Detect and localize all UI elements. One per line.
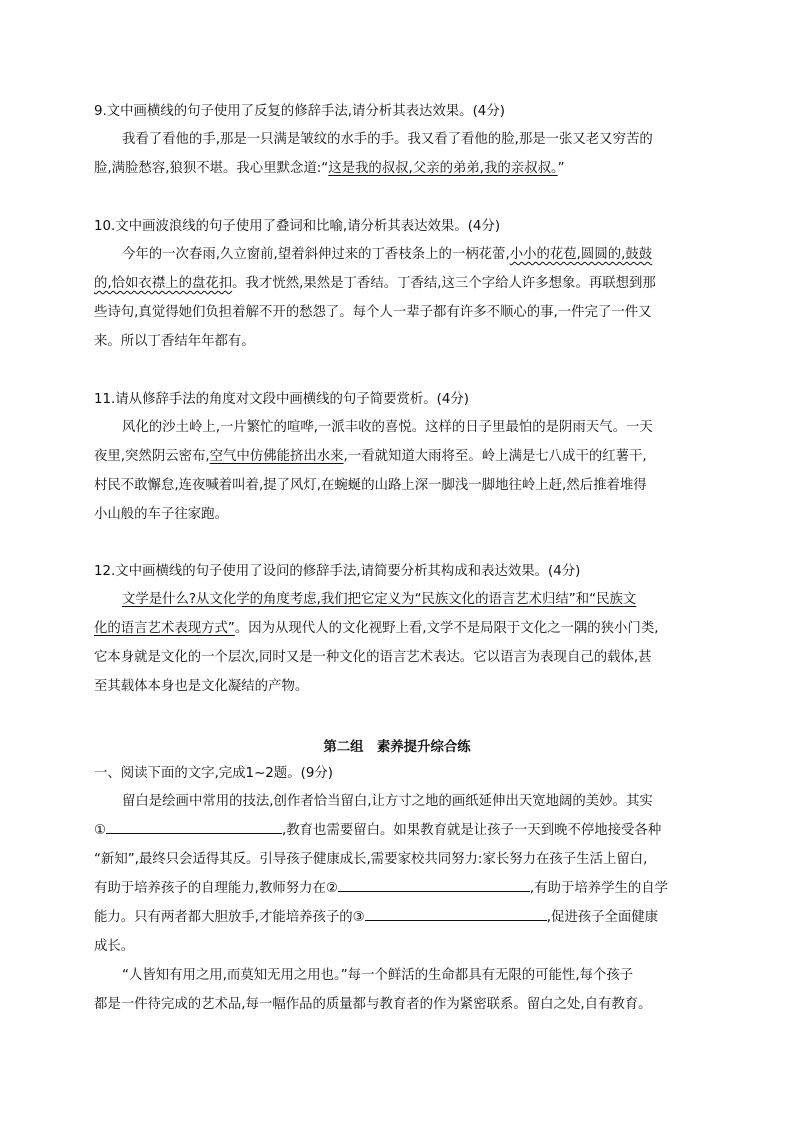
passage-text: 。因为从现代人的文化视野上看,文学不是局限于文化之一隅的狭小门类, <box>234 621 659 636</box>
question-10-passage <box>94 240 714 356</box>
part-1-passage <box>94 787 714 1019</box>
question-10 <box>94 218 714 356</box>
question-9-passage <box>94 125 714 183</box>
passage-text: 脸,满脸愁容,狼狈不堪。我心里默念道:“ <box>94 161 329 176</box>
passage-line: 来。所以丁香结年年都有。 <box>94 334 255 349</box>
question-9 <box>94 103 714 183</box>
question-12 <box>94 563 714 701</box>
passage-text: ,一看就知道大雨将至。岭上满是七八成干的红薯干, <box>343 449 647 464</box>
section-heading: 第二组 素养提升综合练 <box>323 740 471 755</box>
passage-line: 小山般的车子往家跑。 <box>94 507 228 522</box>
underlined-sentence: 化的语言艺术表现方式” <box>94 621 235 636</box>
passage-line: 都是一件待完成的艺术品,每一幅作品的质量都与教育者的作为紧密联系。留白之处,自有教育。 <box>94 997 652 1012</box>
part-1-title: 一、阅读下面的文字,完成1~2题。(9分) <box>94 766 333 781</box>
passage-text: 今年的一次春雨,久立窗前,望着斜伸过来的丁香枝条上的一柄花蕾, <box>122 247 510 262</box>
question-12-title: 12.文中画横线的句子使用了设问的修辞手法,请简要分析其构成和表达效果。(4分) <box>94 564 581 579</box>
question-9-title: 9.文中画横线的句子使用了反复的修辞手法,请分析其表达效果。(4分) <box>94 104 505 119</box>
wavy-underlined-sentence: 的,恰如衣襟上的盘花扣 <box>94 276 233 291</box>
blank-marker: ① <box>94 823 107 838</box>
passage-line <box>94 154 714 183</box>
passage-text: 有助于培养孩子的自理能力,教师努力在② <box>94 881 338 896</box>
passage-text: ,有助于培养学生的自学 <box>529 881 669 896</box>
fill-blank-3[interactable] <box>365 906 547 921</box>
passage-line: 至其载体本身也是文化凝结的产物。 <box>94 679 309 694</box>
passage-line <box>94 442 714 471</box>
passage-text: ,教育也需要留白。如果教育就是让孩子一天到晚不停地接受各种 <box>282 823 662 838</box>
passage-line: 些诗句,真觉得她们负担着解不开的愁怨了。每个人一辈子都有许多不顺心的事,一件完了一件又 <box>94 305 652 320</box>
question-10-title: 10.文中画波浪线的句子使用了叠词和比喻,请分析其表达效果。(4分) <box>94 219 501 234</box>
question-12-passage <box>94 585 714 701</box>
passage-text: 夜里,突然阴云密布, <box>94 449 210 464</box>
passage-line <box>94 240 714 269</box>
fill-blank-1[interactable] <box>106 819 282 834</box>
passage-line <box>94 614 714 643</box>
passage-text: 能力。只有两者都大胆放手,才能培养孩子的③ <box>94 910 365 925</box>
question-11 <box>94 391 714 529</box>
passage-text: ” <box>557 161 565 176</box>
part-1 <box>94 765 714 1019</box>
fill-blank-2[interactable] <box>338 877 530 892</box>
passage-line <box>94 874 714 903</box>
passage-line <box>94 585 714 614</box>
passage-text: 。我才恍然,果然是丁香结。丁香结,这三个字给人许多想象。再联想到那 <box>232 276 656 291</box>
passage-text: ,促进孩子全面健康 <box>546 910 659 925</box>
passage-line: “人皆知有用之用,而莫知无用之用也。”每一个鲜活的生命都具有无限的可能性,每个孩子 <box>122 968 634 983</box>
passage-line <box>94 269 714 298</box>
passage-line <box>94 903 714 932</box>
passage-line: 我看了看他的手,那是一只满是皱纹的水手的手。我又看了看他的脸,那是一张又老又穷苦的 <box>122 132 653 147</box>
wavy-underlined-sentence: 小小的花苞,圆圆的,鼓鼓 <box>509 247 653 262</box>
underlined-sentence: 这是我的叔叔,父亲的弟弟,我的亲叔叔。 <box>328 161 558 176</box>
passage-line: 成长。 <box>94 939 135 954</box>
passage-line: “新知”,最终只会适得其反。引导孩子健康成长,需要家校共同努力:家长努力在孩子生活上留白, <box>94 852 648 867</box>
passage-line: 它本身就是文化的一个层次,同时又是一种文化的语言艺术表达。它以语言为表现自己的载体,甚 <box>94 650 652 665</box>
passage-line: 留白是绘画中常用的技法,创作者恰当留白,让方寸之地的画纸延伸出天宽地阔的美妙。其实 <box>122 794 653 809</box>
underlined-sentence: 文学是什么?从文化学的角度考虑,我们把它定义为“民族文化的语言艺术归结”和“民族文 <box>122 592 637 607</box>
passage-line: 村民不敢懈怠,连夜喊着叫着,提了风灯,在蜿蜒的山路上深一脚浅一脚地往岭上赶,然后推着堆得 <box>94 478 647 493</box>
underlined-sentence: 空气中仿佛能挤出水来 <box>209 449 344 464</box>
question-11-title: 11.请从修辞手法的角度对文段中画横线的句子简要赏析。(4分) <box>94 392 470 407</box>
question-11-passage <box>94 413 714 529</box>
passage-line: 风化的沙土岭上,一片繁忙的喧哗,一派丰收的喜悦。这样的日子里最怕的是阴雨天气。一天 <box>122 420 653 435</box>
passage-line <box>94 816 714 845</box>
